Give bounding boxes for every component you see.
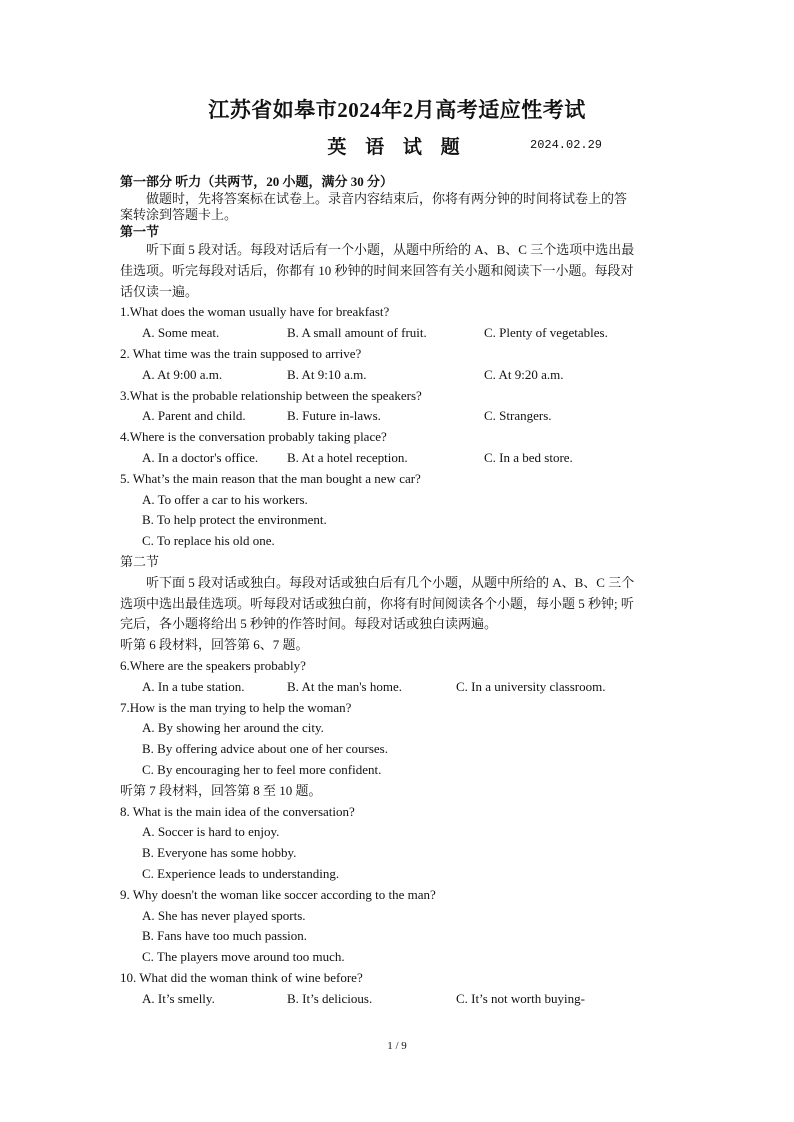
option-b: B. By offering advice about one of her courses. (142, 741, 388, 757)
option-c: C. It’s not worth buying- (456, 990, 585, 1006)
exam-subtitle: 英 语 试 题 (327, 137, 467, 158)
option-a: A. To offer a car to his workers. (142, 491, 308, 507)
section2-instruction: 选项中选出最佳选项。听每段对话或独白前，你将有时间阅读各个小题，每小题 5 秒钟; 听 (120, 595, 634, 611)
option-row (120, 323, 678, 344)
option-a: A. Soccer is hard to enjoy. (142, 824, 280, 840)
option-b: B. It’s delicious. (287, 990, 373, 1006)
option-a: A. Some meat. (142, 325, 220, 341)
question-text: 3.What is the probable relationship between the speakers? (120, 387, 422, 403)
question-text: 9. Why doesn't the woman like soccer according to the man? (120, 886, 436, 902)
option-c: C. At 9:20 a.m. (484, 366, 564, 382)
option-b: B. At a hotel reception. (287, 449, 408, 465)
option-b: B. Everyone has some hobby. (142, 845, 297, 861)
option-a: A. At 9:00 a.m. (142, 366, 223, 382)
question-text: 8. What is the main idea of the conversation? (120, 803, 355, 819)
option-c: C. By encouraging her to feel more confident. (142, 761, 382, 777)
option-a: A. Parent and child. (142, 408, 246, 424)
option-b: B. Future in-laws. (287, 408, 381, 424)
option-b: B. Fans have too much passion. (142, 928, 308, 944)
option-b: B. At the man's home. (287, 678, 403, 694)
option-a: A. In a tube station. (142, 678, 245, 694)
question-text: 1.What does the woman usually have for breakfast? (120, 304, 390, 320)
option-b: B. A small amount of fruit. (287, 325, 427, 341)
option-a: A. It’s smelly. (142, 990, 215, 1006)
option-row (120, 448, 678, 469)
option-c: C. Strangers. (484, 408, 552, 424)
option-c: C. In a university classroom. (456, 678, 606, 694)
option-a: A. In a doctor's office. (142, 449, 259, 465)
section2-instruction: 听下面 5 段对话或独白。每段对话或独白后有几个小题，从题中所给的 A、B、C 三个 (146, 574, 635, 590)
option-c: C. Plenty of vegetables. (484, 325, 608, 341)
option-c: C. To replace his old one. (142, 533, 275, 549)
section2-heading: 第二节 (120, 553, 160, 569)
question-text: 4.Where is the conversation probably taking place? (120, 429, 387, 445)
part1-heading: 第一部分 听力（共两节，20 小题，满分 30 分） (120, 174, 394, 189)
page-number: 1 / 9 (387, 1040, 407, 1052)
section1-instruction: 听下面 5 段对话。每段对话后有一个小题，从题中所给的 A、B、C 三个选项中选出最 (146, 242, 635, 257)
exam-date: 2024.02.29 (530, 138, 603, 152)
section1-instruction: 佳选项。听完每段对话后，你都有 10 秒钟的时间来回答有关小题和阅读下一小题。每段对 (120, 262, 634, 278)
option-c: C. In a bed store. (484, 449, 573, 465)
section1-heading: 第一节 (120, 223, 160, 239)
question-text: 10. What did the woman think of wine before? (120, 969, 363, 985)
option-c: C. The players move around too much. (142, 949, 345, 965)
option-b: B. At 9:10 a.m. (287, 366, 367, 382)
option-row (120, 677, 678, 698)
option-a: A. She has never played sports. (142, 907, 306, 923)
question-text: 2. What time was the train supposed to arrive? (120, 345, 362, 361)
option-a: A. By showing her around the city. (142, 720, 324, 736)
question-text: 5. What’s the main reason that the man bought a new car? (120, 470, 421, 486)
question-text: 6.Where are the speakers probably? (120, 657, 306, 673)
option-row (120, 989, 678, 1010)
option-c: C. Experience leads to understanding. (142, 865, 340, 881)
section1-instruction: 话仅读一遍。 (120, 283, 199, 299)
part1-intro-line: 做题时，先将答案标在试卷上。录音内容结束后，你将有两分钟的时间将试卷上的答 (146, 190, 628, 206)
exam-content (120, 174, 678, 1009)
question-text: 7.How is the man trying to help the woman? (120, 699, 352, 715)
exam-title: 江苏省如皋市2024年2月高考适应性考试 (208, 98, 586, 122)
option-b: B. To help protect the environment. (142, 512, 327, 528)
material-note: 听第 6 段材料，回答第 6、7 题。 (120, 637, 309, 653)
section2-instruction: 完后，各小题将给出 5 秒钟的作答时间。每段对话或独白读两遍。 (120, 616, 498, 632)
option-row (120, 406, 678, 427)
option-row (120, 365, 678, 386)
part1-intro-line: 案转涂到答题卡上。 (120, 207, 238, 222)
material-note: 听第 7 段材料，回答第 8 至 10 题。 (120, 782, 322, 798)
